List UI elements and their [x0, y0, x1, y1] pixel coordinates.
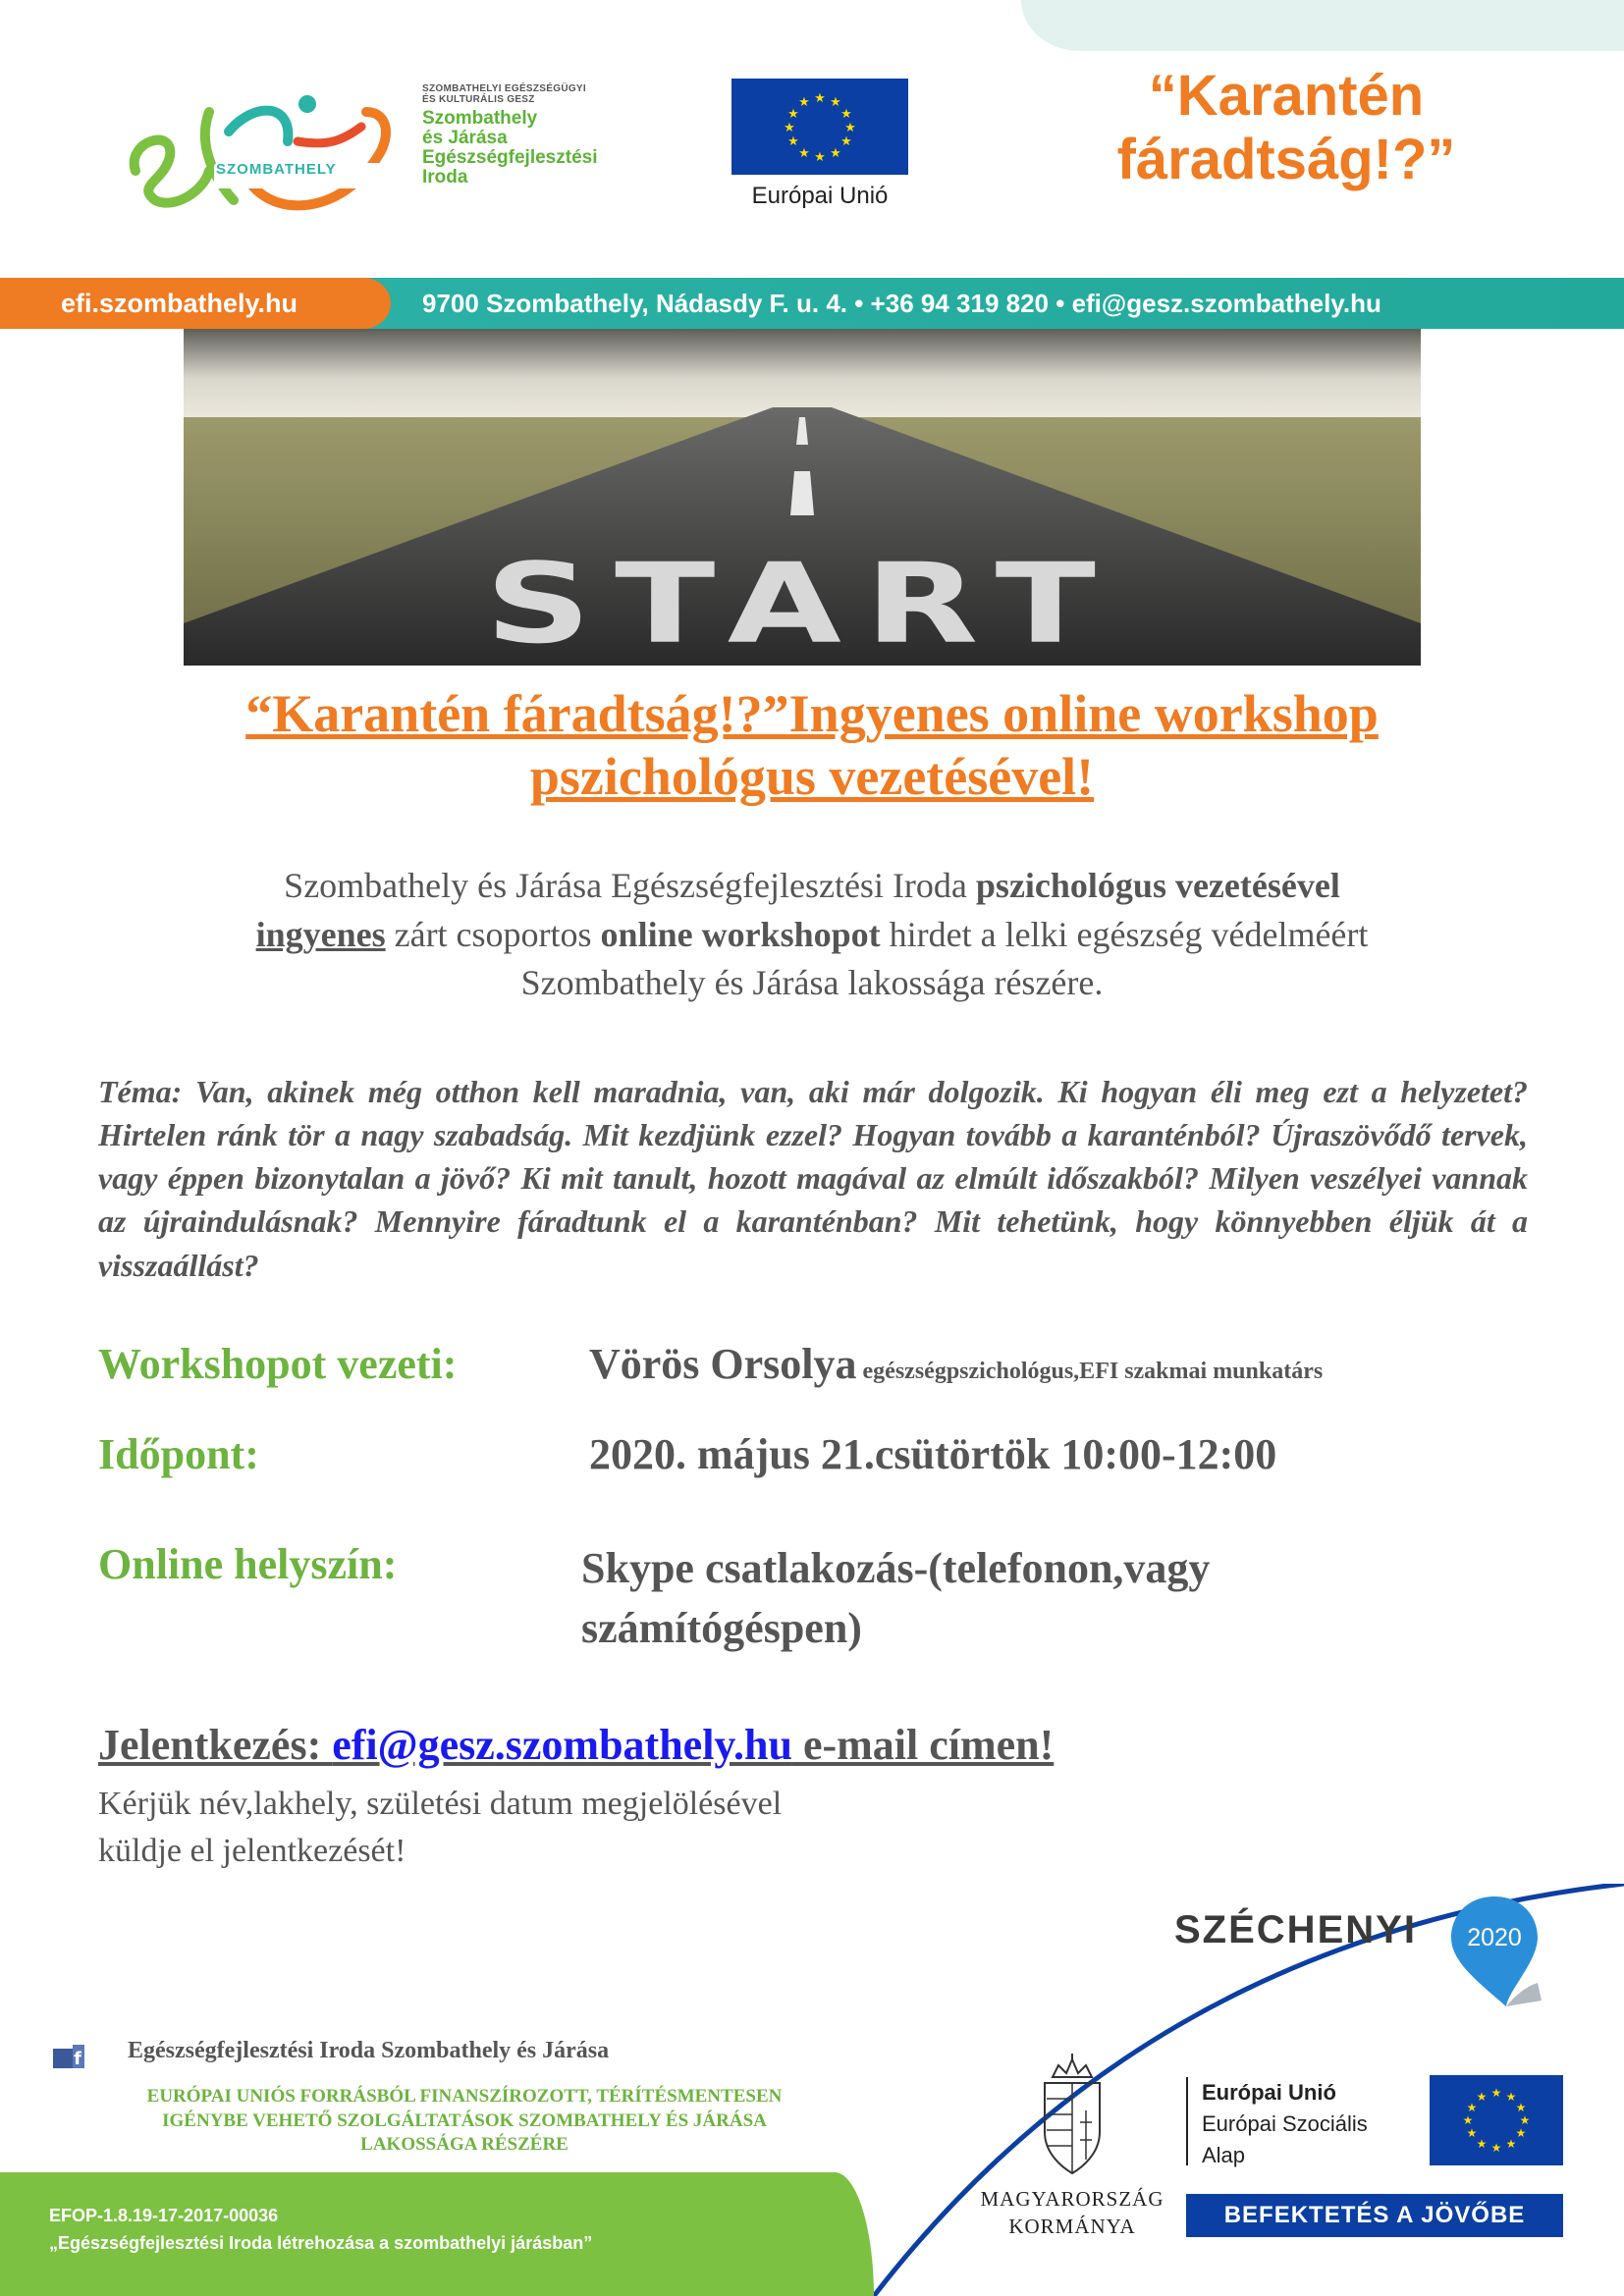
intro-text-3: hirdet a lelki egészség védelméért — [880, 914, 1369, 954]
place-label: Online helyszín: — [98, 1540, 398, 1588]
svg-text:★: ★ — [830, 95, 841, 110]
efi-logo-mark-icon — [116, 73, 401, 220]
leader-label: Workshopot vezeti: — [98, 1340, 458, 1388]
svg-text:★: ★ — [1519, 2113, 1531, 2127]
efop-code: EFOP-1.8.19-17-2017-00036 — [49, 2206, 279, 2225]
eu-funding-line3: LAKOSSÁGA RÉSZÉRE — [360, 2134, 568, 2156]
logo-name4: Iroda — [422, 166, 468, 187]
place-line1: Skype csatlakozás-(telefonon,vagy — [581, 1544, 1211, 1592]
szechenyi-logo-text: SZÉCHENYI — [1174, 1908, 1417, 1951]
eu-flag-icon — [1430, 2075, 1563, 2165]
header-title-line2: fáradtság!?” — [1116, 127, 1456, 191]
government-line2: KORMÁNYA — [1008, 2215, 1136, 2239]
eu-flag-header — [731, 79, 908, 175]
esza-divider — [1186, 2077, 1188, 2165]
svg-text:★: ★ — [1476, 2090, 1488, 2104]
esza-line1: Európai Unió — [1202, 2080, 1336, 2105]
intro-bold-2: ingyenes — [255, 914, 386, 954]
svg-text:★: ★ — [814, 91, 826, 106]
signup-label: Jelentkezés: — [98, 1721, 333, 1769]
headline — [59, 683, 1565, 808]
government-line1: MAGYARORSZÁG — [980, 2187, 1164, 2211]
svg-text:★: ★ — [1466, 2101, 1478, 2114]
header-title — [1041, 65, 1532, 192]
efop-title: „Egészségfejlesztési Iroda létrehozása a szombathelyi járásban” — [49, 2232, 593, 2253]
leader-title: egészségpszichológus,EFI szakmai munkatárs — [856, 1359, 1324, 1384]
contact-details: 9700 Szombathely, Nádasdy F. u. 4. • +36 94 319 820 • efi@gesz.szombathely.hu — [422, 289, 1381, 318]
svg-text:★: ★ — [1505, 2137, 1517, 2151]
hero-road-image — [184, 329, 1421, 666]
intro-text-2: zárt csoportos — [385, 914, 601, 954]
efi-logo-mark-text: SZOMBATHELY — [216, 161, 337, 178]
signup-line — [98, 1720, 1054, 1770]
eu-funding-line2: IGÉNYBE VEHETŐ SZOLGÁLTATÁSOK SZOMBATHELY ÉS JÁRÁSA — [162, 2109, 767, 2131]
svg-text:★: ★ — [1476, 2137, 1488, 2151]
signup-suffix: e-mail címen! — [791, 1721, 1055, 1769]
signup-email-link[interactable]: efi@gesz.szombathely.hu — [332, 1721, 792, 1769]
headline-line2: pszichológus vezetésével! — [529, 746, 1095, 806]
logo-name3: Egészségfejlesztési — [422, 146, 598, 168]
leader-name: Vörös Orsolya — [589, 1340, 857, 1388]
website-link[interactable]: efi.szombathely.hu — [61, 289, 298, 318]
esza-line2: Európai Szociális — [1202, 2110, 1368, 2136]
coat-of-arms-icon — [1033, 2052, 1111, 2179]
road-illustration — [184, 329, 1421, 666]
intro-bold-3: online workshopot — [600, 914, 881, 954]
intro-paragraph — [79, 862, 1545, 1008]
header-swoosh — [1021, 0, 1624, 51]
facebook-icon — [51, 2043, 86, 2070]
svg-text:★: ★ — [1490, 2141, 1502, 2155]
svg-text:★: ★ — [1515, 2126, 1527, 2140]
facebook-page-name[interactable]: Egészségfejlesztési Iroda Szombathely és Járása — [128, 2038, 610, 2063]
svg-text:★: ★ — [784, 121, 795, 135]
svg-text:★: ★ — [1466, 2126, 1478, 2140]
logo-name1: Szombathely — [422, 108, 538, 129]
signup-note-line2: küldje el jelentkezését! — [98, 1832, 406, 1869]
eu-flag-footer — [1430, 2075, 1563, 2165]
time-value: 2020. május 21.csütörtök 10:00-12:00 — [589, 1430, 1277, 1478]
eu-funding-line1: EURÓPAI UNIÓS FORRÁSBÓL FINANSZÍROZOTT, TÉRÍTÉSMENTESEN — [146, 2086, 783, 2107]
svg-text:★: ★ — [798, 146, 810, 161]
eu-label-header: Európai Unió — [751, 183, 889, 209]
signup-note — [98, 1781, 782, 1874]
svg-text:★: ★ — [1462, 2113, 1474, 2127]
szechenyi-pin — [1447, 1893, 1542, 2010]
szechenyi-year: 2020 — [1467, 1924, 1522, 1951]
svg-text:★: ★ — [1490, 2086, 1502, 2100]
intro-bold-1: pszichológus vezetésével — [975, 866, 1340, 905]
government-name — [962, 2185, 1182, 2241]
svg-text:★: ★ — [1505, 2090, 1517, 2104]
svg-text:★: ★ — [787, 134, 799, 149]
road-start-text: START — [485, 540, 1119, 666]
signup-note-line1: Kérjük név,lakhely, születési datum megjelölésével — [98, 1786, 783, 1822]
svg-text:★: ★ — [840, 134, 852, 149]
eu-flag-icon — [731, 79, 908, 175]
header-title-line1: “Karantén — [1148, 64, 1425, 128]
invest-banner: BEFEKTETÉS A JÖVŐBE — [1186, 2194, 1563, 2237]
time-label: Időpont: — [98, 1430, 259, 1478]
svg-text:★: ★ — [830, 146, 841, 161]
svg-text:★: ★ — [840, 107, 852, 122]
svg-text:★: ★ — [844, 121, 856, 135]
svg-text:★: ★ — [1515, 2101, 1527, 2114]
intro-text-4: Szombathely és Járása lakossága részére. — [520, 963, 1104, 1003]
topic-paragraph: Téma: Van, akinek még otthon kell maradnia, van, aki már dolgozik. Ki hogyan éli meg ezt a helyzetet? Hirtelen ránk tör a nagy szabadság. Mit kezdjünk ezzel? Hogyan tovább a karanténból? Újraszövődő tervek, vagy éppen bizonytalan a jövő? Ki mit tanult, hozott magával az elmúlt időszakból? Milyen veszélyei vannak az újraindulásnak? Mennyire fáradtunk el a karanténban? Mit tehetünk, hogy könnyebben éljük át a visszaállást? — [98, 1074, 1528, 1283]
svg-text:f: f — [74, 2049, 81, 2069]
efi-logo — [116, 73, 410, 220]
logo-line2: ÉS KULTURÁLIS GESZ — [422, 93, 535, 105]
logo-line1: SZOMBATHELYI EGÉSZSÉGÜGYI — [422, 83, 586, 94]
efop-info — [49, 2203, 592, 2258]
place-value — [581, 1539, 1210, 1658]
intro-text-1: Szombathely és Járása Egészségfejlesztési Iroda — [284, 866, 976, 905]
place-line2: számítógéspen) — [581, 1603, 862, 1652]
svg-text:★: ★ — [798, 95, 810, 110]
headline-line1: “Karantén fáradtság!?”Ingyenes online workshop — [245, 684, 1379, 743]
esza-label — [1202, 2077, 1368, 2171]
svg-text:★: ★ — [787, 107, 799, 122]
leader-value — [589, 1339, 1323, 1389]
efi-logo-text — [422, 84, 648, 187]
logo-name2: és Járása — [422, 127, 508, 148]
svg-text:★: ★ — [814, 150, 826, 165]
esza-line3: Alap — [1202, 2142, 1246, 2167]
eu-funding-note — [77, 2085, 852, 2158]
